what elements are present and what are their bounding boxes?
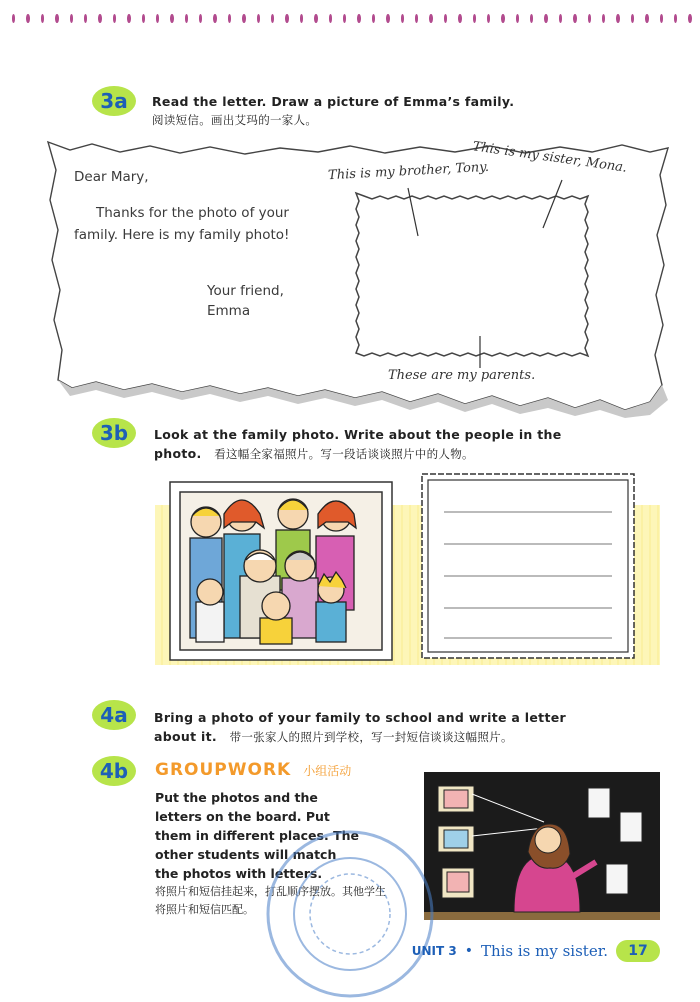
instruction-3b-line-2: photo. bbox=[154, 446, 202, 461]
family-photo-illustration bbox=[166, 478, 396, 664]
instruction-4a-line-1: Bring a photo of your family to school and write a letter bbox=[154, 710, 566, 725]
letter-signature: Emma bbox=[207, 303, 251, 319]
groupwork-body-line: them in different places. The bbox=[155, 828, 359, 843]
groupwork-label-cn: 小组活动 bbox=[303, 764, 352, 778]
badge-3a: 3a bbox=[92, 86, 136, 116]
page-number: 17 bbox=[616, 940, 660, 962]
letter-closing: Your friend, bbox=[207, 283, 284, 299]
instruction-4a-line-2: about it. bbox=[154, 729, 217, 744]
label-brother: This is my brother, Tony. bbox=[327, 159, 490, 184]
instruction-3b-line-1: Look at the family photo. Write about the people in the bbox=[154, 427, 562, 442]
footer-bullet: • bbox=[464, 943, 473, 959]
writing-frame bbox=[418, 470, 638, 662]
footer-unit: UNIT 3 bbox=[411, 944, 457, 958]
label-parents: These are my parents. bbox=[388, 368, 536, 383]
groupwork-body-line: other students will match bbox=[155, 847, 337, 862]
letter-line-2: family. Here is my family photo! bbox=[74, 227, 290, 243]
instruction-3b bbox=[154, 425, 664, 464]
badge-4a: 4a bbox=[92, 700, 136, 730]
groupwork-body-line: letters on the board. Put bbox=[155, 809, 330, 824]
footer-title: This is my sister. bbox=[480, 942, 608, 960]
badge-3b: 3b bbox=[92, 418, 136, 448]
letter-greeting: Dear Mary, bbox=[74, 169, 149, 185]
blackboard-illustration bbox=[424, 772, 660, 920]
instruction-3a-cn: 阅读短信。画出艾玛的一家人。 bbox=[152, 113, 318, 127]
watermark-stamp bbox=[262, 826, 438, 1002]
groupwork-body-cn-line: 将照片和短信挂起来，打乱顺序摆放。其他学生 bbox=[155, 885, 386, 898]
letter-line-1: Thanks for the photo of your bbox=[96, 205, 289, 221]
badge-4b: 4b bbox=[92, 756, 136, 786]
instruction-4a-line-2-wrap bbox=[154, 727, 664, 747]
instruction-3a-text: Read the letter. Draw a picture of Emma’s family. bbox=[152, 94, 515, 109]
instruction-3b-line-2-wrap bbox=[154, 444, 664, 464]
groupwork-body-line: the photos with letters. bbox=[155, 866, 323, 881]
instruction-4a-cn: 带一张家人的照片到学校，写一封短信谈谈这幅照片。 bbox=[229, 730, 513, 744]
instruction-3b-cn: 看这幅全家福照片。写一段话谈谈照片中的人物。 bbox=[214, 447, 474, 461]
groupwork-heading bbox=[155, 760, 351, 780]
label-sister: This is my sister, Mona. bbox=[471, 139, 628, 176]
groupwork-label: GROUPWORK bbox=[155, 760, 292, 780]
page-footer bbox=[412, 940, 660, 962]
instruction-4a bbox=[154, 708, 664, 747]
groupwork-body-line: Put the photos and the bbox=[155, 790, 318, 805]
groupwork-body-cn-line: 将照片和短信匹配。 bbox=[155, 903, 254, 916]
